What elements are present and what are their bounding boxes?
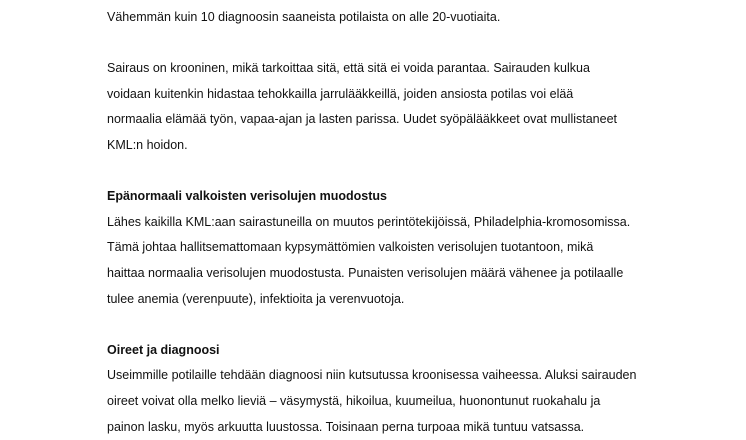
chronic-disease-paragraph	[107, 56, 667, 158]
text-line: painon lasku, myös arkuutta luustossa. Toisinaan perna turpoaa mikä tuntuu vatsassa.	[107, 415, 667, 440]
text-line: KML:n hoidon.	[107, 133, 667, 159]
section-heading: Oireet ja diagnoosi	[107, 338, 667, 364]
intro-paragraph	[107, 5, 667, 31]
text-line: Vähemmän kuin 10 diagnoosin saaneista potilaista on alle 20-vuotiaita.	[107, 5, 667, 31]
paragraph-spacer	[107, 31, 667, 57]
paragraph-spacer	[107, 159, 667, 185]
section-symptoms-diagnosis	[107, 338, 667, 440]
text-line: Lähes kaikilla KML:aan sairastuneilla on muutos perintötekijöissä, Philadelphia-kromosomissa.	[107, 210, 667, 236]
text-line: tulee anemia (verenpuute), infektioita ja verenvuotoja.	[107, 287, 667, 313]
section-abnormal-cells	[107, 184, 667, 312]
text-line: haittaa normaalia verisolujen muodostusta. Punaisten verisolujen määrä vähenee ja potilaalle	[107, 261, 667, 287]
paragraph-spacer	[107, 312, 667, 338]
section-heading: Epänormaali valkoisten verisolujen muodostus	[107, 184, 667, 210]
text-line: oireet voivat olla melko lieviä – väsymystä, hikoilua, kuumeilua, huonontunut ruokahalu ja	[107, 389, 667, 415]
text-line: normaalia elämää työn, vapaa-ajan ja lasten parissa. Uudet syöpälääkkeet ovat mullistaneet	[107, 107, 667, 133]
text-line: Useimmille potilaille tehdään diagnoosi niin kutsutussa kroonisessa vaiheessa. Aluksi sairauden	[107, 363, 667, 389]
document-body	[107, 5, 667, 440]
text-line: Tämä johtaa hallitsemattomaan kypsymättömien valkoisten verisolujen tuotantoon, mikä	[107, 235, 667, 261]
text-line: Sairaus on krooninen, mikä tarkoittaa sitä, että sitä ei voida parantaa. Sairauden kulkua	[107, 56, 667, 82]
text-line: voidaan kuitenkin hidastaa tehokkailla jarrulääkkeillä, joiden ansiosta potilas voi elää	[107, 82, 667, 108]
